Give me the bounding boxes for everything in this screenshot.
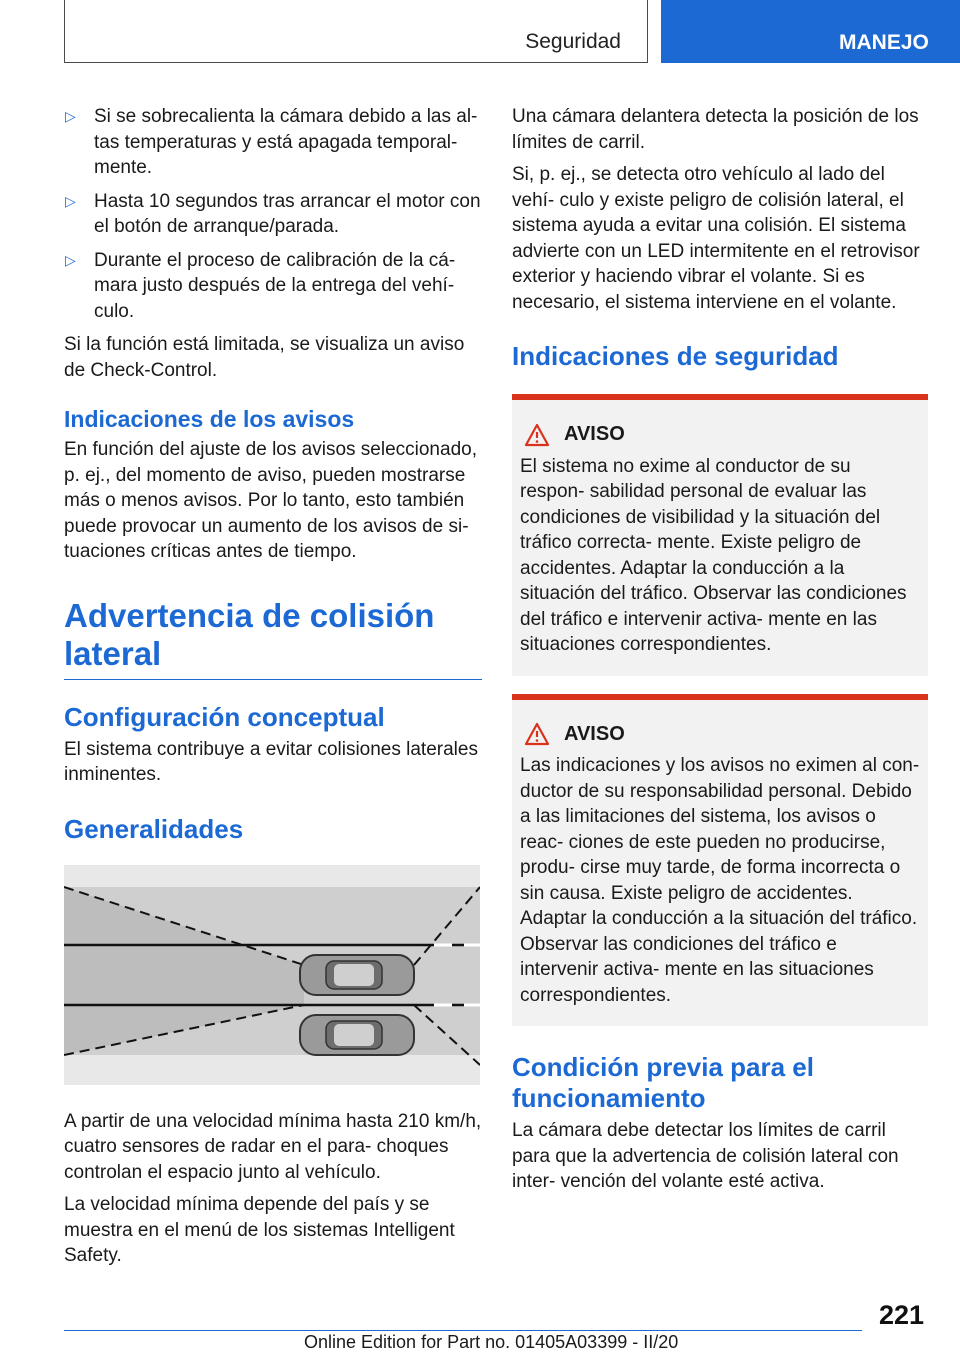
radar-diagram [64,865,480,1085]
list-item: ▷ Durante el proceso de calibración de la cá‐ mara justo después de la entrega del vehí‐ culo. [65,249,456,322]
heading-avisos: Indicaciones de los avisos [64,406,355,432]
left-column [64,104,482,1276]
section-title: Seguridad [525,30,621,53]
triangle-bullet-icon: ▷ [65,108,76,124]
heading-precondition: Condición previa para el funcionamiento [512,1052,814,1113]
triangle-bullet-icon: ▷ [65,192,76,209]
heading-general: Generalidades [64,813,244,844]
right-column [512,104,928,1202]
paragraph-avisos: En función del ajuste de los avisos seleccionado, p. ej., del momento de aviso, pueden mostrarse más o menos avisos. Por lo tanto, esto también puede provocar un aumento de los avisos de si‐ tuaciones críticas antes de tiempo. [64,439,477,562]
warning-text: Las indicaciones y los avisos no eximen al con‐ ductor de su responsabilidad personal. Debido a las limitaciones del sistema, los avisos o reac‐ ciones de este pueden no producirse, produ‐ cirse muy tarde, de forma incorrecta o sin causa. Existe peligro de accidentes. Adaptar la conducción a la situación del tráfico. Observar las condiciones del tráfico e intervenir activa‐ mente en las situaciones correspondientes. [520,755,920,1006]
paragraph-concept: El sistema contribuye a evitar colisiones laterales inminentes. [64,738,478,785]
warning-title: AVISO [564,722,625,745]
warning-box [512,694,928,1027]
warning-header [520,422,920,448]
footer-divider [64,1330,862,1331]
chapter-tab[interactable]: MANEJO [661,0,960,63]
header-box [64,0,648,63]
triangle-bullet-icon: ▷ [65,251,76,268]
ego-car-icon [300,955,414,995]
warning-triangle-icon [524,423,550,447]
heading-safety: Indicaciones de seguridad [512,341,839,371]
paragraph-speed: A partir de una velocidad mínima hasta 210 km/h, cuatro sensores de radar en el para‐ choques controlan el espacio junto al vehículo. [64,1110,482,1183]
footer-edition: Online Edition for Part no. 01405A03399 - II/20 [304,1332,679,1352]
adjacent-car-icon [300,1015,414,1055]
paragraph-country: La velocidad mínima depende del país y se muestra en el menú de los sistemas Intelligent Safety. [64,1194,455,1266]
list-item: ▷ Hasta 10 segundos tras arrancar el motor con el botón de arranque/parada. [65,190,481,237]
paragraph-camera: Una cámara delantera detecta la posición de los límites de carril. [512,106,919,153]
radar-illustration [64,865,480,1085]
warning-header [520,722,920,748]
warning-text: El sistema no exime al conductor de su respon‐ sabilidad personal de evaluar las condiciones de visibilidad y la situación del tráfico correcta‐ mente. Existe peligro de accidentes. Adaptar la conducción a la situación del tráfico. Observar las condiciones del tráfico e intervenir activa‐ mente en las situaciones correspondientes. [520,455,907,655]
warning-triangle-icon [524,722,550,746]
paragraph-detect: Si, p. ej., se detecta otro vehículo al lado del vehí‐ culo y existe peligro de colisión lateral, el sistema ayuda a evitar una colisión. El sistema advierte con un LED intermitente en el retrovisor exterior y haciendo vibrar el volante. Si es necesario, el sistema interviene en el volante. [512,164,920,313]
page-number: 221 [878,1300,924,1330]
paragraph-precondition: La cámara debe detectar los límites de carril para que la advertencia de colisión lateral con inter‐ vención del volante esté activa. [512,1120,899,1192]
list-item: ▷ Si se sobrecalienta la cámara debido a las al‐ tas temperaturas y está apagada temporal‐ mente. [65,106,478,178]
warning-box [512,394,928,676]
paragraph-limited: Si la función está limitada, se visualiza un aviso de Check-Control. [64,334,465,381]
main-heading: Advertencia de colisión lateral [64,597,482,680]
warning-title: AVISO [564,423,625,445]
heading-concept: Configuración conceptual [64,701,385,732]
